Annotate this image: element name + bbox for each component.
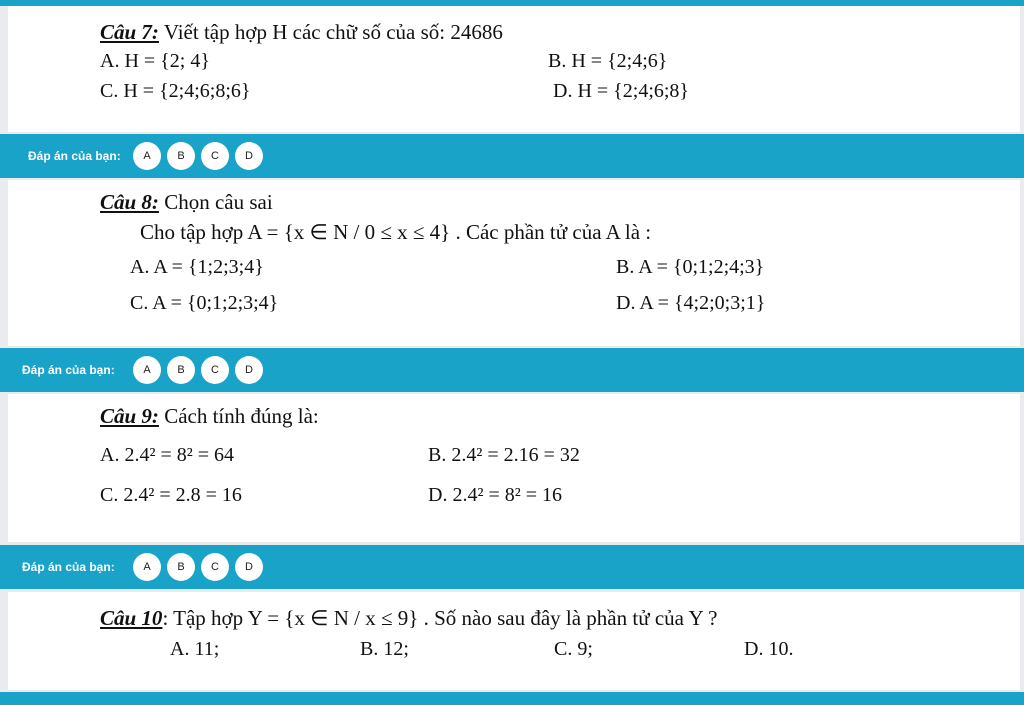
option-a: A. H = {2; 4}	[100, 50, 210, 72]
option-b: B. 12;	[360, 638, 409, 660]
answer-label: Đáp án của bạn:	[28, 149, 121, 163]
answer-option-a[interactable]: A	[133, 142, 161, 170]
option-c: C. 2.4² = 2.8 = 16	[100, 484, 242, 506]
option-a: A. 11;	[170, 638, 220, 660]
answer-option-b[interactable]: B	[167, 142, 195, 170]
answer-label: Đáp án của bạn:	[22, 560, 115, 574]
option-b: B. A = {0;1;2;4;3}	[616, 256, 765, 278]
answer-bar-10	[0, 692, 1024, 705]
option-b: B. 2.4² = 2.16 = 32	[428, 444, 580, 466]
question-number: Câu 7:	[100, 20, 159, 44]
question-9-card	[8, 394, 1020, 542]
answer-option-d[interactable]: D	[235, 356, 263, 384]
option-d: D. 10.	[744, 638, 794, 660]
answer-option-a[interactable]: A	[133, 356, 161, 384]
option-d: D. A = {4;2;0;3;1}	[616, 292, 766, 314]
question-8-title	[100, 190, 273, 215]
question-9-title	[100, 404, 319, 429]
answer-option-d[interactable]: D	[235, 142, 263, 170]
question-10-card	[8, 592, 1020, 690]
answer-bar-8	[0, 348, 1024, 392]
answer-options	[133, 553, 263, 581]
question-7-title	[100, 20, 503, 45]
option-d: D. 2.4² = 8² = 16	[428, 484, 562, 506]
option-c: C. 9;	[554, 638, 593, 660]
question-text: Chọn câu sai	[164, 190, 273, 214]
question-stem: Cho tập hợp A = {x ∈ N / 0 ≤ x ≤ 4} . Các phần tử của A là :	[140, 220, 652, 244]
question-text: Cách tính đúng là:	[164, 404, 319, 428]
answer-option-d[interactable]: D	[235, 553, 263, 581]
question-number: Câu 8:	[100, 190, 159, 214]
question-text: : Tập hợp Y = {x ∈ N / x ≤ 9} . Số nào sau đây là phần tử của Y ?	[162, 606, 718, 630]
option-a: A. 2.4² = 8² = 64	[100, 444, 234, 466]
question-text: Viết tập hợp H các chữ số của số: 24686	[163, 20, 503, 44]
answer-bar-9	[0, 545, 1024, 589]
question-number: Câu 10	[100, 606, 163, 630]
answer-bar-7	[0, 134, 1024, 178]
question-8-card	[8, 180, 1020, 346]
answer-option-b[interactable]: B	[167, 553, 195, 581]
question-number: Câu 9:	[100, 404, 159, 428]
question-7-card	[8, 6, 1020, 132]
option-d: D. H = {2;4;6;8}	[553, 80, 690, 102]
answer-option-c[interactable]: C	[201, 553, 229, 581]
answer-options	[133, 356, 263, 384]
question-10-title	[100, 606, 717, 631]
option-b: B. H = {2;4;6}	[548, 50, 668, 72]
option-c: C. A = {0;1;2;3;4}	[130, 292, 279, 314]
answer-label: Đáp án của bạn:	[22, 363, 115, 377]
answer-option-b[interactable]: B	[167, 356, 195, 384]
answer-option-c[interactable]: C	[201, 356, 229, 384]
answer-option-c[interactable]: C	[201, 142, 229, 170]
option-c: C. H = {2;4;6;8;6}	[100, 80, 251, 102]
answer-options	[133, 142, 263, 170]
option-a: A. A = {1;2;3;4}	[130, 256, 264, 278]
answer-option-a[interactable]: A	[133, 553, 161, 581]
